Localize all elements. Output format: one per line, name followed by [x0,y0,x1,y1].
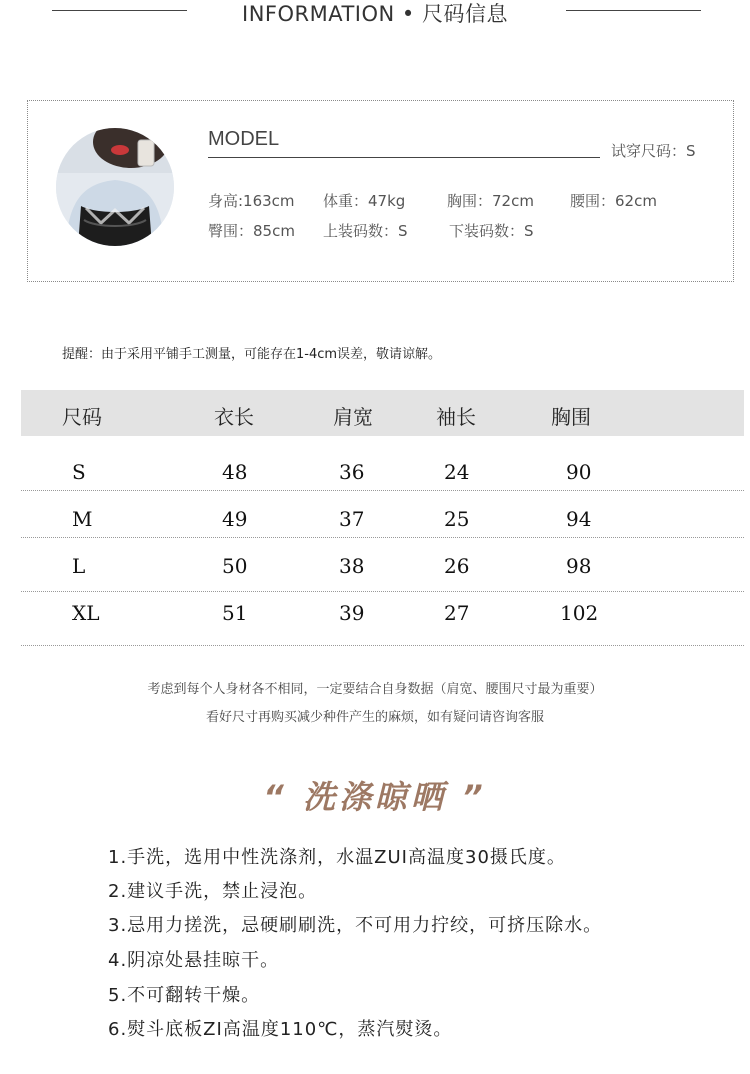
table-cell: 49 [222,507,248,531]
washing-title: “ 洗涤晾晒 ” [263,778,487,816]
table-cell: 25 [444,507,470,531]
col-header-bust: 胸围 [551,405,591,429]
model-avatar [56,128,174,246]
page-title: INFORMATION • 尺码信息 [242,2,508,26]
fit-note-1: 考虑到每个人身材各不相同，一定要结合自身数据（肩宽、腰围尺寸最为重要） [147,682,603,697]
table-cell: XL [72,601,100,625]
table-cell: 37 [339,507,365,531]
table-cell: 38 [339,554,365,578]
stat-waist: 腰围：62cm [570,192,657,210]
model-label: MODEL [208,128,280,150]
table-cell: 94 [566,507,592,531]
model-rule [208,157,600,158]
table-cell: 36 [339,460,365,484]
wash-instruction: 5.不可翻转干燥。 [108,985,261,1006]
table-cell: 26 [444,554,470,578]
col-header-sleeve: 袖长 [436,405,476,429]
wash-instruction: 6.熨斗底板ZI高温度110℃，蒸汽熨烫。 [108,1019,453,1040]
table-cell: 90 [566,460,592,484]
wash-instruction: 2.建议手洗，禁止浸泡。 [108,881,318,902]
table-cell: S [72,460,86,484]
col-header-length: 衣长 [214,405,254,429]
col-header-shoulder: 肩宽 [333,405,373,429]
table-cell: 39 [339,601,365,625]
table-cell: 51 [222,601,248,625]
stat-weight: 体重：47kg [323,192,406,210]
table-cell: M [72,507,93,531]
table-cell: 102 [560,601,599,625]
table-cell: L [72,554,86,578]
stat-height: 身高:163cm [208,192,295,210]
table-cell: 24 [444,460,470,484]
stat-bottom-size: 下装码数：S [449,222,534,240]
wash-instruction: 1.手洗，选用中性洗涤剂，水温ZUI高温度30摄氏度。 [108,847,566,868]
wash-instruction: 3.忌用力搓洗，忌硬刷刷洗，不可用力拧绞，可挤压除水。 [108,915,603,936]
row-divider [21,537,744,538]
stat-top-size: 上装码数：S [323,222,408,240]
col-header-size: 尺码 [62,405,102,429]
row-divider [21,645,744,646]
row-divider [21,490,744,491]
row-divider [21,591,744,592]
tryon-size: 试穿尺码：S [611,142,696,160]
measurement-notice: 提醒：由于采用平铺手工测量，可能存在1-4cm误差，敬请谅解。 [62,347,442,362]
fit-note-2: 看好尺寸再购买减少种件产生的麻烦，如有疑问请咨询客服 [205,710,544,725]
model-photo-icon [56,128,174,246]
table-cell: 48 [222,460,248,484]
table-header [21,390,744,436]
wash-instruction: 4.阴凉处悬挂晾干。 [108,950,280,971]
table-cell: 50 [222,554,248,578]
stat-hip: 臀围：85cm [208,222,295,240]
stat-bust: 胸围：72cm [447,192,534,210]
table-cell: 98 [566,554,592,578]
table-cell: 27 [444,601,470,625]
